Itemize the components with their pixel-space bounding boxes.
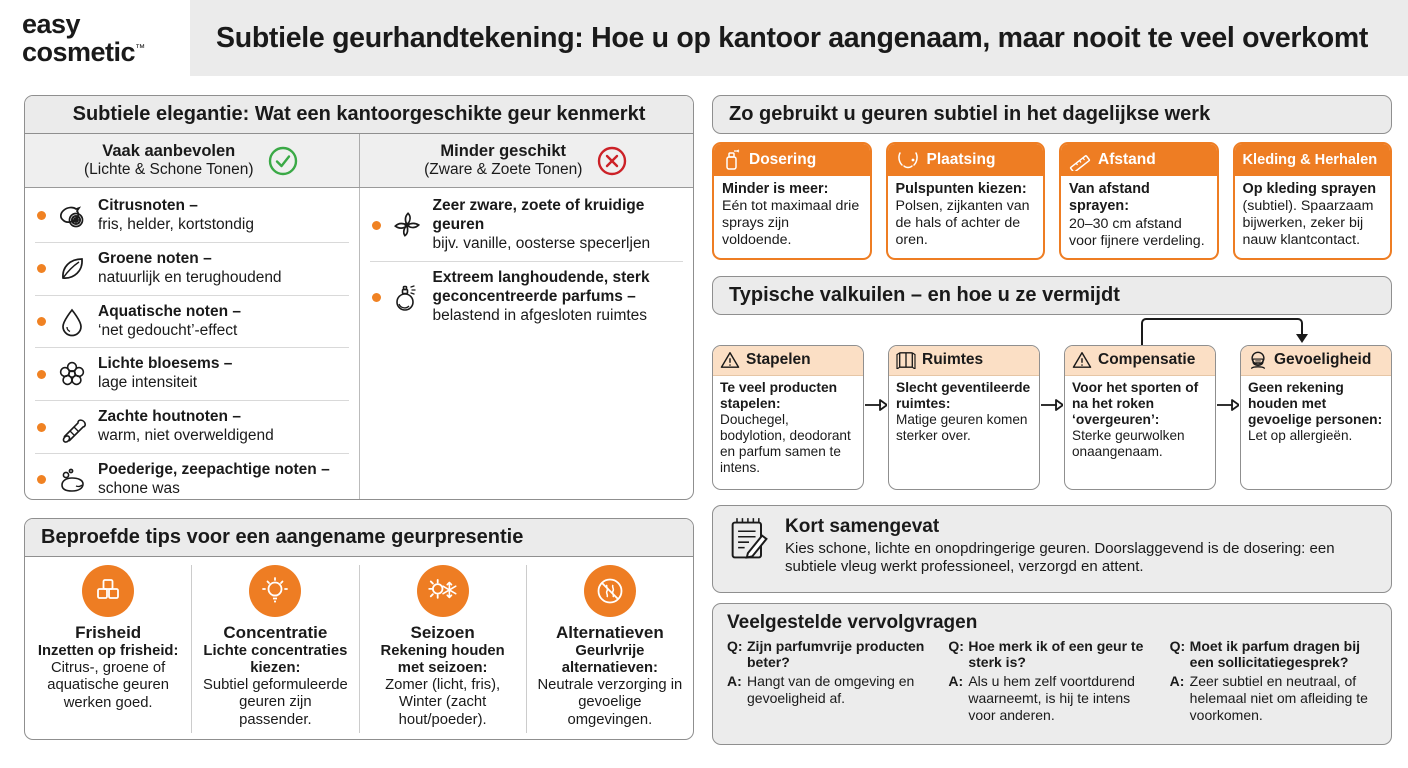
- elegance-subheader: [25, 134, 693, 188]
- tip-desc: Zomer (licht, fris), Winter (zacht hout/poeder).: [385, 677, 501, 728]
- summary-title: Kort samengevat: [785, 515, 940, 537]
- item-title: Extreem langhoudende, sterk geconcentreerde parfums –: [432, 268, 650, 305]
- list-item: [370, 190, 684, 262]
- tip-alternatieven: [526, 565, 693, 733]
- list-item: [370, 262, 684, 333]
- item-title: Poederige, zeepachtige noten –: [98, 461, 330, 479]
- item-desc: belastend in afgesloten ruimtes: [432, 306, 648, 324]
- pitfall-name: Compensatie: [1098, 351, 1196, 369]
- list-item: [35, 454, 349, 500]
- tip-name: Alternatieven: [556, 623, 664, 642]
- tips-section: [24, 518, 694, 740]
- blossom-icon: [55, 358, 89, 390]
- list-item: [35, 348, 349, 401]
- arrow-right-icon: [1216, 385, 1240, 425]
- card-desc: 20–30 cm afstand voor fijnere verdeling.: [1069, 215, 1205, 249]
- tips-title: Beproefde tips voor een aangename geurpresentie: [25, 519, 693, 557]
- neck-icon: [896, 150, 920, 170]
- faq-item: [948, 638, 1155, 726]
- list-item: [35, 296, 349, 349]
- list-item: [35, 190, 349, 243]
- item-desc: schone was: [98, 479, 180, 497]
- item-title: Citrusnoten –: [98, 197, 198, 214]
- q-label: Q:: [1169, 637, 1186, 654]
- card-name: Afstand: [1098, 151, 1156, 168]
- tip-lead: Geurlvrije alternatieven:: [561, 643, 658, 677]
- bullet-dot: [37, 370, 46, 379]
- unsuitable-header: [359, 134, 694, 187]
- check-circle-icon: [267, 145, 299, 177]
- droplet-icon: [55, 306, 89, 338]
- summary-box: [712, 505, 1392, 593]
- pitfalls-title: Typische valkuilen – en hoe u ze vermijdt: [712, 276, 1392, 315]
- leaf-icon: [55, 253, 89, 285]
- card-name: Dosering: [749, 151, 817, 168]
- faq-answer: Hangt van de omgeving en gevoeligheid af.: [747, 673, 915, 707]
- brand-line2: cosmetic™: [22, 37, 145, 68]
- pitfall-desc: Douchegel, bodylotion, deodorant en parfum samen te intens.: [720, 411, 851, 475]
- cross-circle-icon: [596, 145, 628, 177]
- pitfall-name: Stapelen: [746, 351, 811, 369]
- q-label: Q:: [727, 637, 743, 654]
- arrow-right-icon: [1040, 385, 1064, 425]
- elegance-title: Subtiele elegantie: Wat een kantoorgeschikte geur kenmerkt: [25, 96, 693, 134]
- unsuitable-title: Minder geschikt: [440, 142, 567, 160]
- bulb-icon: [249, 565, 301, 617]
- faq-item: [727, 638, 934, 726]
- card-afstand: [1059, 142, 1219, 260]
- pitfall-lead: Te veel producten stapelen:: [720, 379, 838, 411]
- list-item: [35, 401, 349, 454]
- elegance-table: [24, 95, 694, 500]
- item-title: Aquatische noten –: [98, 302, 241, 320]
- pitfall-lead: Geen rekening houden met gevoelige personen:: [1248, 379, 1383, 427]
- pitfall-name: Gevoeligheid: [1274, 351, 1372, 369]
- pitfall-compensatie: [1064, 345, 1216, 490]
- card-desc: Polsen, zijkanten van de hals of achter de oren.: [895, 198, 1030, 249]
- pitfall-gevoeligheid: [1240, 345, 1392, 490]
- bullet-dot: [37, 264, 46, 273]
- card-plaatsing: [886, 142, 1046, 260]
- tip-desc: Subtiel geformuleerde geuren zijn passender.: [202, 677, 348, 728]
- notepad-icon: [727, 516, 771, 564]
- face-mask-icon: [1248, 350, 1268, 370]
- warning-icon: [720, 351, 740, 369]
- item-title: Zachte houtnoten –: [98, 408, 241, 426]
- no-scent-icon: [584, 565, 636, 617]
- tip-lead: Rekening houden met seizoen:: [380, 643, 505, 677]
- faq-question: Zijn parfumvrije producten beter?: [747, 637, 925, 671]
- trademark: ™: [135, 43, 145, 55]
- tip-lead: Inzetten op frisheid:: [37, 643, 179, 659]
- item-desc: lage intensiteit: [98, 374, 198, 392]
- card-dosering: [712, 142, 872, 260]
- soap-icon: [55, 464, 89, 496]
- recommended-subtitle: (Lichte & Schone Tonen): [84, 161, 254, 178]
- tip-seizoen: [359, 565, 526, 733]
- unsuitable-subtitle: (Zware & Zoete Tonen): [424, 161, 583, 178]
- bullet-dot: [37, 423, 46, 432]
- spray-bottle-icon: [722, 149, 742, 171]
- usage-cards: [712, 142, 1392, 260]
- card-lead: Van afstand sprayen:: [1069, 181, 1150, 215]
- vanilla-icon: [390, 208, 424, 242]
- brand-line1: easy: [22, 9, 81, 39]
- bullet-dot: [372, 293, 381, 302]
- faq-question: Moet ik parfum dragen bij een sollicitatiegesprek?: [1189, 637, 1361, 671]
- a-label: A:: [727, 673, 742, 690]
- faq-section: [712, 603, 1392, 745]
- pitfall-lead: Slecht geventileerde ruimtes:: [896, 379, 1031, 411]
- bullet-dot: [37, 475, 46, 484]
- tip-desc: Neutrale verzorging in gevoelige omgevingen.: [537, 677, 683, 728]
- item-title: Groene noten –: [98, 249, 212, 267]
- list-item: [35, 243, 349, 296]
- faq-question: Hoe merk ik of een geur te sterk is?: [968, 637, 1144, 671]
- recommended-title: Vaak aanbevolen: [102, 142, 236, 160]
- pitfall-desc: Matige geuren komen sterker over.: [896, 411, 1028, 443]
- faq-item: [1170, 638, 1377, 726]
- tip-name: Seizoen: [410, 623, 475, 642]
- item-desc: ‘net gedoucht’-effect: [98, 321, 238, 339]
- bullet-dot: [37, 211, 46, 220]
- brand-logo: [0, 0, 190, 76]
- item-desc: warm, niet overweldigend: [98, 427, 274, 445]
- title-bar: [190, 0, 1408, 76]
- faq-answer: Als u hem zelf voortdurend waarneemt, is hij te intens voor anderen.: [968, 673, 1135, 723]
- bullet-dot: [37, 317, 46, 326]
- recommended-list: [25, 188, 359, 500]
- bracket-arrow: [1140, 317, 1312, 345]
- a-label: A:: [948, 673, 964, 690]
- card-lead: Pulspunten kiezen:: [895, 181, 1027, 197]
- window-icon: [896, 351, 916, 369]
- a-label: A:: [1169, 673, 1185, 690]
- tip-concentratie: [191, 565, 358, 733]
- header: [0, 0, 1408, 76]
- wood-icon: [55, 411, 89, 443]
- card-name: Plaatsing: [926, 151, 996, 168]
- card-desc: (subtiel). Spaarzaam bijwerken, zeker bij nauw klantcontact.: [1242, 198, 1374, 249]
- item-desc: bijv. vanille, oosterse specerljen: [432, 234, 651, 252]
- bullet-dot: [372, 221, 381, 230]
- recommended-header: [25, 134, 359, 187]
- q-label: Q:: [948, 637, 964, 654]
- lemon-icon: [55, 200, 89, 232]
- page-title: Subtiele geurhandtekening: Hoe u op kantoor aangenaam, maar nooit te veel overkomt: [216, 21, 1369, 54]
- unsuitable-list: [359, 188, 694, 500]
- card-lead: Op kleding sprayen: [1242, 181, 1377, 197]
- season-icon: [417, 565, 469, 617]
- tip-desc: Citrus-, groene of aquatische geuren werken goed.: [47, 660, 169, 711]
- pitfall-lead: Voor het sporten of na het roken ‘overgeuren’:: [1072, 379, 1199, 427]
- pitfall-desc: Let op allergieën.: [1248, 428, 1353, 444]
- pitfall-desc: Sterke geurwolken onaangenaam.: [1072, 428, 1185, 459]
- item-title: Lichte bloesems –: [98, 355, 233, 373]
- card-desc: Eén tot maximaal drie sprays zijn voldoende.: [722, 198, 860, 249]
- tip-frisheid: [25, 565, 191, 733]
- pitfall-stapelen: [712, 345, 864, 490]
- arrow-right-icon: [864, 385, 888, 425]
- ice-cubes-icon: [82, 565, 134, 617]
- summary-text: Kies schone, lichte en onopdringerige geuren. Doorslaggevend is de dosering: een subtiele vleug werkt professioneel, verzorgd en attent.: [785, 539, 1335, 576]
- item-desc: natuurlijk en terughoudend: [98, 268, 282, 286]
- card-kleding-herhalen: [1233, 142, 1393, 260]
- tip-lead: Lichte concentraties kiezen:: [203, 643, 348, 677]
- tip-name: Concentratie: [223, 623, 328, 642]
- tip-name: Frisheid: [75, 623, 142, 642]
- faq-answer: Zeer subtiel en neutraal, of helemaal niet om afleiding te voorkomen.: [1189, 673, 1368, 723]
- card-lead: Minder is meer:: [722, 181, 829, 197]
- card-name: Kleding & Herhalen: [1242, 152, 1378, 168]
- faq-title: Veelgestelde vervolgvragen: [727, 611, 978, 633]
- item-desc: fris, helder, kortstondig: [98, 215, 254, 233]
- warning-icon: [1072, 351, 1092, 369]
- perfume-icon: [390, 281, 424, 313]
- ruler-icon: [1069, 149, 1091, 171]
- usage-title: Zo gebruikt u geuren subtiel in het dagelijkse werk: [712, 95, 1392, 134]
- pitfall-name: Ruimtes: [922, 351, 984, 369]
- pitfall-ruimtes: [888, 345, 1040, 490]
- pitfalls-section: [712, 315, 1392, 490]
- item-title: Zeer zware, zoete of kruidige geuren: [432, 197, 645, 233]
